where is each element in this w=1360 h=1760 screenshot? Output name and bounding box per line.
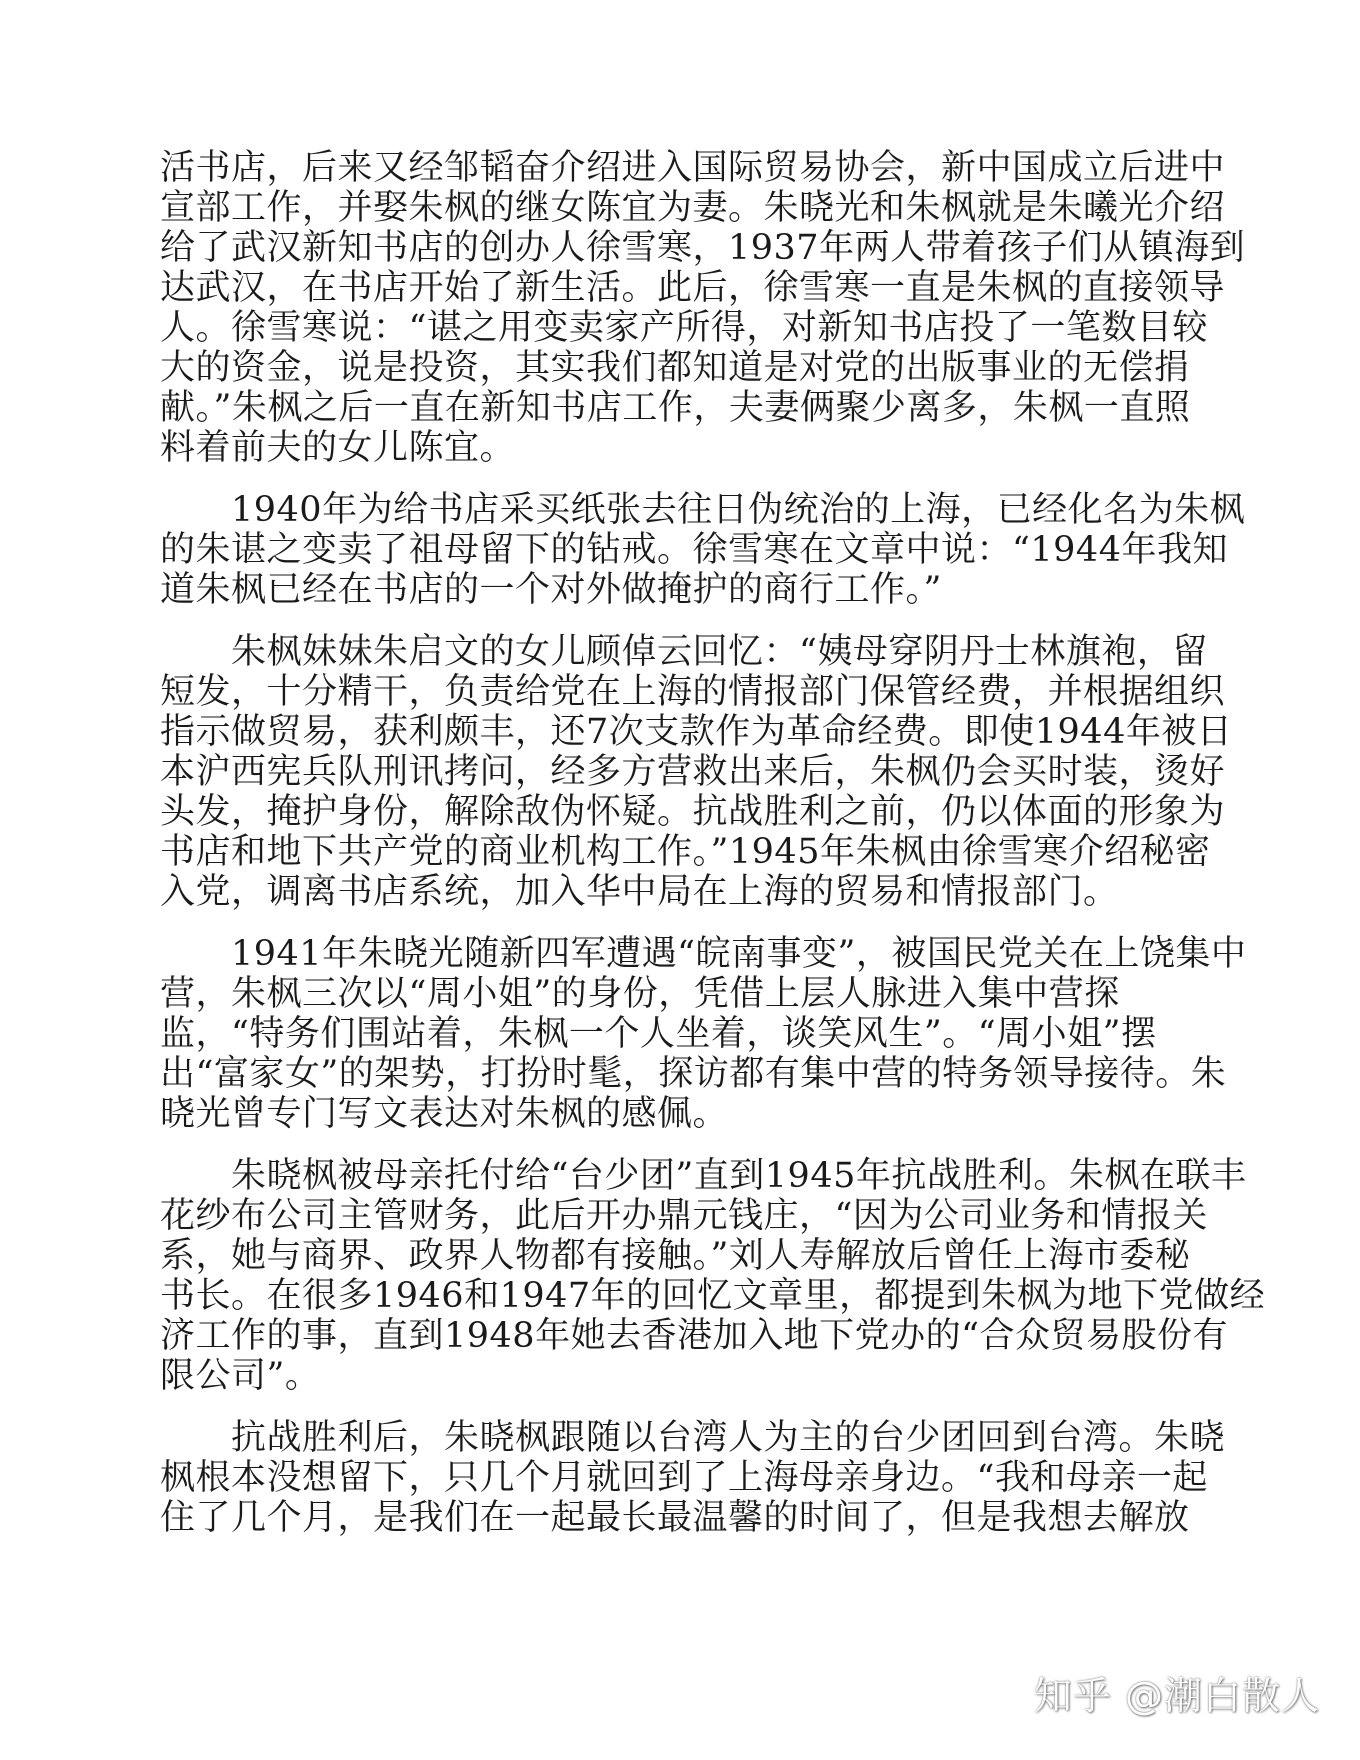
text-line: 指示做贸易，获利颇丰，还7次支款作为革命经费。即使1944年被日 [160,712,1233,752]
paragraph-1 [160,148,1246,468]
paragraph-5 [160,1156,1266,1396]
text-line: 道朱枫已经在书店的一个对外做掩护的商行工作。” [160,570,942,610]
text-line: 花纱布公司主管财务，此后开办鼎元钱庄，“因为公司业务和情报关 [160,1196,1208,1236]
text-line: 出“富家女”的架势，打扮时髦，探访都有集中营的特务领导接待。朱 [160,1054,1227,1094]
text-line: 入党，调离书店系统，加入华中局在上海的贸易和情报部门。 [160,872,1119,912]
zhihu-watermark: 知乎 @潮白散人 [1033,1674,1320,1718]
paragraph-6 [160,1418,1226,1538]
paragraph-2 [160,490,1246,610]
text-line: 1941年朱晓光随新四军遭遇“皖南事变”，被国民党关在上饶集中 [160,934,1247,974]
text-line: 抗战胜利后，朱晓枫跟随以台湾人为主的台少团回到台湾。朱晓 [160,1418,1226,1458]
text-line: 本沪西宪兵队刑讯拷问，经多方营救出来后，朱枫仍会买时装，烫好 [160,752,1226,792]
text-line: 书店和地下共产党的商业机构工作。”1945年朱枫由徐雪寒介绍秘密 [160,832,1211,872]
paragraph-3 [160,632,1233,912]
text-line: 书长。在很多1946和1947年的回忆文章里，都提到朱枫为地下党做经 [160,1276,1266,1316]
text-line: 献。”朱枫之后一直在新知书店工作，夫妻俩聚少离多，朱枫一直照 [160,388,1191,428]
text-line: 限公司”。 [160,1356,321,1396]
paragraph-4 [160,934,1247,1134]
document-body [160,148,1266,1560]
text-line: 给了武汉新知书店的创办人徐雪寒，1937年两人带着孩子们从镇海到 [160,228,1246,268]
text-line: 枫根本没想留下，只几个月就回到了上海母亲身边。“我和母亲一起 [160,1458,1208,1498]
text-line: 营，朱枫三次以“周小姐”的身份，凭借上层人脉进入集中营探 [160,974,1120,1014]
text-line: 短发，十分精干，负责给党在上海的情报部门保管经费，并根据组织 [160,672,1226,712]
text-line: 料着前夫的女儿陈宜。 [160,428,516,468]
text-line: 活书店，后来又经邹韬奋介绍进入国际贸易协会，新中国成立后进中 [160,148,1226,188]
text-line: 的朱谌之变卖了祖母留下的钻戒。徐雪寒在文章中说：“1944年我知 [160,530,1228,570]
text-line: 系，她与商界、政界人物都有接触。”刘人寿解放后曾任上海市委秘 [160,1236,1191,1276]
text-line: 达武汉，在书店开始了新生活。此后，徐雪寒一直是朱枫的直接领导 [160,268,1226,308]
text-line: 头发，掩护身份，解除敌伪怀疑。抗战胜利之前，仍以体面的形象为 [160,792,1226,832]
text-line: 晓光曾专门写文表达对朱枫的感佩。 [160,1094,729,1134]
text-line: 住了几个月，是我们在一起最长最温馨的时间了，但是我想去解放 [160,1498,1190,1538]
text-line: 人。徐雪寒说：“谌之用变卖家产所得，对新知书店投了一笔数目较 [160,308,1208,348]
text-line: 济工作的事，直到1948年她去香港加入地下党办的“合众贸易股份有 [160,1316,1228,1356]
text-line: 朱晓枫被母亲托付给“台少团”直到1945年抗战胜利。朱枫在联丰 [160,1156,1247,1196]
text-line: 监，“特务们围站着，朱枫一个人坐着，谈笑风生”。“周小姐”摆 [160,1014,1157,1054]
text-line: 1940年为给书店采买纸张去往日伪统治的上海，已经化名为朱枫 [160,490,1246,530]
text-line: 宣部工作，并娶朱枫的继女陈宜为妻。朱晓光和朱枫就是朱曦光介绍 [160,188,1226,228]
text-line: 朱枫妹妹朱启文的女儿顾倬云回忆：“姨母穿阴丹士林旗袍，留 [160,632,1208,672]
text-line: 大的资金，说是投资，其实我们都知道是对党的出版事业的无偿捐 [160,348,1190,388]
